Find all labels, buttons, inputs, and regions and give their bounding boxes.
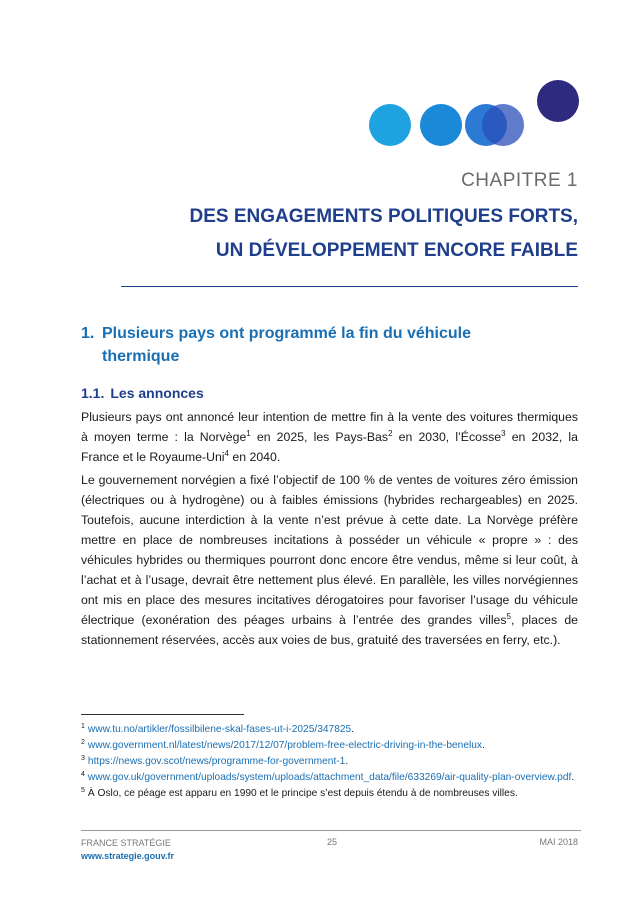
paragraph-1-text-b: en 2025, les Pays-Bas bbox=[250, 430, 389, 444]
chapter-title-line-1: DES ENGAGEMENTS POLITIQUES FORTS, bbox=[189, 206, 578, 227]
footnote-3-link[interactable]: https://news.gov.scot/news/programme-for-government-1 bbox=[87, 756, 346, 767]
section-1-1-title: Les annonces bbox=[110, 385, 204, 401]
page-number: 25 bbox=[327, 837, 338, 847]
footer-org: FRANCE STRATÉGIE bbox=[81, 838, 171, 848]
decorative-circle-4 bbox=[482, 104, 524, 146]
footnote-4-number: 4 bbox=[81, 771, 85, 778]
footnote-4: $^4$ www.gov.uk/government/uploads/system/uploads/attachment_data/file/633269/air-quality-plan-overview.pdf. bbox=[81, 771, 575, 783]
chapter-title-line-2: UN DÉVELOPPEMENT ENCORE FAIBLE bbox=[215, 240, 578, 261]
footnote-divider bbox=[81, 714, 244, 715]
footer-date: MAI 2018 bbox=[539, 837, 578, 847]
paragraph-1-text-d: en 2032, la France et le Royaume-Uni bbox=[81, 430, 578, 464]
footnote-1: $^1$ www.tu.no/artikler/fossilbilene-skal-fases-ut-i-2025/347825. bbox=[81, 723, 355, 735]
footnote-ref-5[interactable]: 5 bbox=[506, 612, 511, 621]
decorative-circle-1 bbox=[369, 104, 411, 146]
footnote-1-number: 1 bbox=[81, 723, 85, 730]
footnote-5-number: 5 bbox=[81, 787, 85, 794]
section-1-heading bbox=[81, 322, 551, 368]
section-1-1-heading bbox=[81, 385, 204, 401]
footnote-2-number: 2 bbox=[81, 739, 85, 746]
chapter-label: CHAPITRE 1 bbox=[461, 170, 578, 191]
footer-divider bbox=[81, 830, 581, 831]
footnote-2-link[interactable]: www.government.nl/latest/news/2017/12/07/problem-free-electric-driving-in-the-benelux bbox=[87, 740, 483, 751]
footnote-3-number: 3 bbox=[81, 755, 85, 762]
paragraph-2-text-a: Le gouvernement norvégien a fixé l’objectif de 100 % de ventes de voitures zéro émission (électriques ou à hydrogène) ou à faibles émissions (hybrides rechargeables) en 2025. Toutefois, aucune interdiction à la vente n’est prévue à cette date. La Norvège préfère mettre en place de nombreuses incitations à posséder un véhicule « propre » : des véhicules hybrides ou thermiques pourront donc encore être vendus, même si leur coût, à l’achat et à l’usage, devrait être nettement plus élevé. En parallèle, les villes norvégiennes ont mis en place des mesures incitatives dérogatoires pour favoriser l’usage du véhicule électrique (exonération des péages urbains à l’entrée des grandes villes bbox=[81, 473, 578, 627]
footnote-ref-3[interactable]: 3 bbox=[501, 429, 506, 438]
footnote-3: $^3$ https://news.gov.scot/news/programme-for-government-1. bbox=[81, 755, 349, 767]
footnote-ref-4[interactable]: 4 bbox=[224, 449, 229, 458]
section-1-number: 1. bbox=[81, 325, 95, 342]
footnote-4-link[interactable]: www.gov.uk/government/uploads/system/uploads/attachment_data/file/633269/air-quality-plan-overview.pdf bbox=[87, 772, 572, 783]
paragraph-1-text-a: Plusieurs pays ont annoncé leur intention de mettre fin à la vente des voitures thermiques à moyen terme : la Norvège bbox=[81, 410, 578, 444]
paragraph-1 bbox=[81, 407, 578, 467]
footnote-1-link[interactable]: www.tu.no/artikler/fossilbilene-skal-fases-ut-i-2025/347825 bbox=[87, 724, 352, 735]
chapter-divider bbox=[121, 286, 578, 287]
footnote-ref-1[interactable]: 1 bbox=[246, 429, 251, 438]
paragraph-1-text-c: en 2030, l’Écosse bbox=[392, 430, 502, 444]
section-1-1-number: 1.1. bbox=[81, 385, 105, 401]
paragraph-1-text-e: en 2040. bbox=[228, 450, 281, 464]
footnote-5 bbox=[81, 786, 581, 802]
footer-url[interactable]: www.strategie.gouv.fr bbox=[81, 851, 175, 861]
footer-org-block bbox=[81, 837, 174, 863]
footnote-ref-2[interactable]: 2 bbox=[388, 429, 393, 438]
decorative-circle-2 bbox=[420, 104, 462, 146]
section-1-title: Plusieurs pays ont programmé la fin du véhicule thermique bbox=[102, 325, 471, 365]
decorative-circle-5 bbox=[537, 80, 579, 122]
footnotes bbox=[81, 722, 581, 802]
footnote-5-text: À Oslo, ce péage est apparu en 1990 et le principe s’est depuis étendu à de nombreuses villes. bbox=[87, 788, 518, 799]
chapter-title bbox=[58, 200, 578, 268]
paragraph-2 bbox=[81, 470, 578, 650]
footnote-2: $^2$ www.government.nl/latest/news/2017/12/07/problem-free-electric-driving-in-the-benelux. bbox=[81, 739, 485, 751]
paragraph-2-text-b: , places de stationnement réservées, accès aux voies de bus, gratuité des traversées en ferry, etc.). bbox=[81, 613, 578, 647]
